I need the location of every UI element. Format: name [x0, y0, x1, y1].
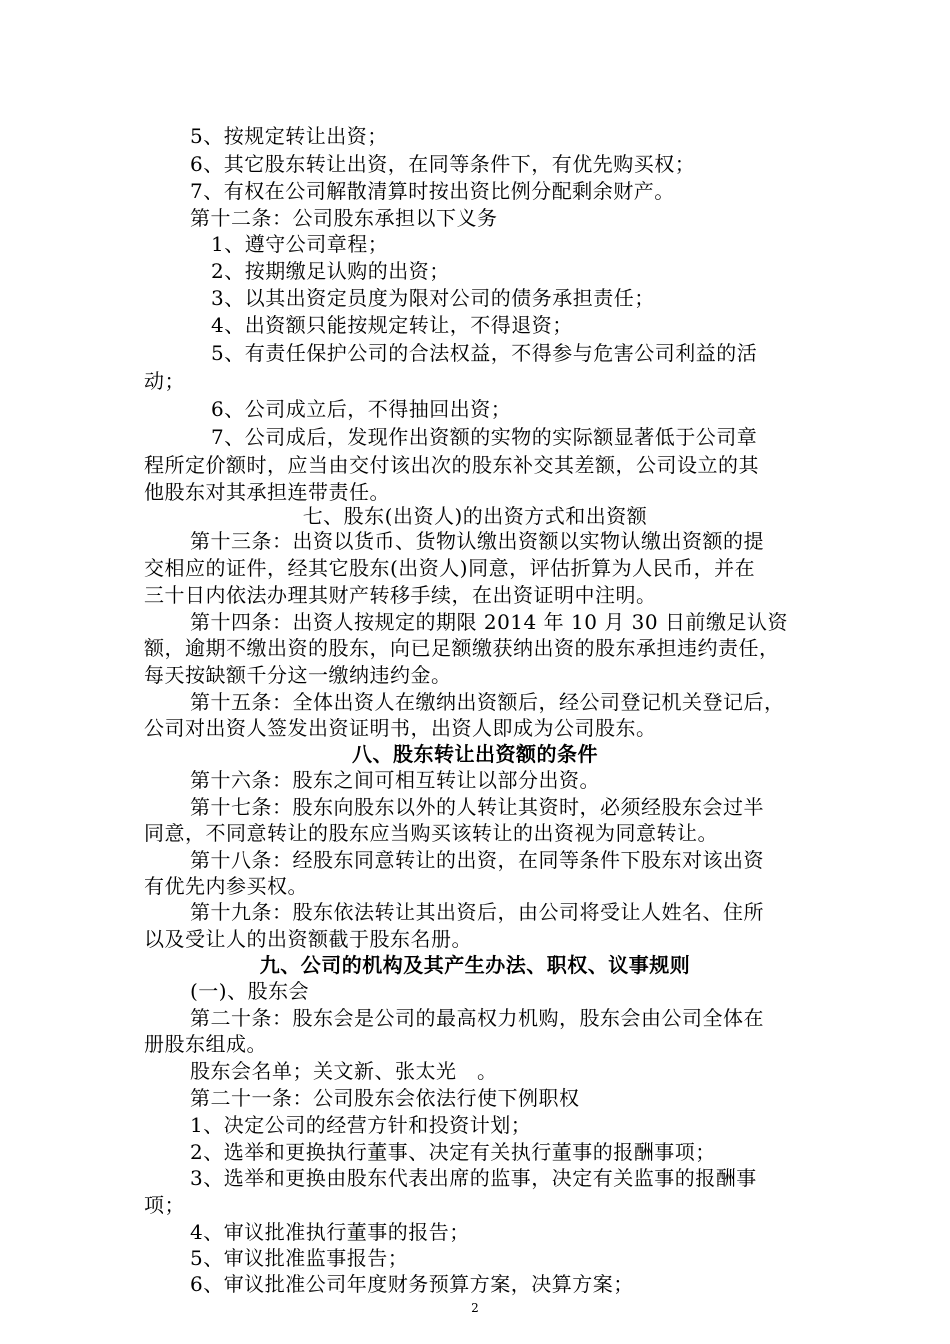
section-heading: 八、股东转让出资额的条件: [352, 742, 598, 766]
text-line: 第二十条：股东会是公司的最高权力机购，股东会由公司全体在: [190, 1006, 764, 1030]
text-line: 第十五条：全体出资人在缴纳出资额后，经公司登记机关登记后，: [190, 690, 785, 714]
text-line: 项；: [144, 1193, 185, 1217]
text-line: 1、决定公司的经营方针和投资计划；: [190, 1113, 532, 1137]
text-line: 第十六条：股东之间可相互转让以部分出资。: [190, 768, 600, 792]
text-line: 2、选举和更换执行董事、决定有关执行董事的报酬事项；: [190, 1140, 716, 1164]
text-line: 程所定价额时，应当由交付该出次的股东补交其差额，公司设立的其: [144, 453, 759, 477]
text-line: 6、其它股东转让出资，在同等条件下，有优先购买权；: [190, 152, 696, 176]
text-line: 6、公司成立后，不得抽回出资；: [211, 397, 512, 421]
text-line: 5、审议批准监事报告；: [190, 1246, 409, 1270]
text-line: 以及受让人的出资额截于股东名册。: [144, 927, 472, 951]
text-line: 第十八条：经股东同意转让的出资，在同等条件下股东对该出资: [190, 848, 764, 872]
text-line: 4、出资额只能按规定转让，不得退资；: [211, 313, 573, 337]
text-line: 第十七条：股东向股东以外的人转让其资时，必须经股东会过半: [190, 795, 764, 819]
text-line: 他股东对其承担连带责任。: [144, 480, 390, 504]
text-line: 公司对出资人签发出资证明书，出资人即成为公司股东。: [144, 716, 657, 740]
text-line: 第十九条：股东依法转让其出资后，由公司将受让人姓名、住所: [190, 900, 764, 924]
text-line: 额，逾期不缴出资的股东，向已足额缴获纳出资的股东承担违约责任，: [144, 636, 780, 660]
text-line: 第二十一条：公司股东会依法行使下例职权: [190, 1086, 580, 1110]
text-line: 有优先内参买权。: [144, 874, 308, 898]
text-line: 第十二条：公司股东承担以下义务: [190, 206, 498, 230]
text-line: 三十日内依法办理其财产转移手续，在出资证明中注明。: [144, 583, 657, 607]
text-line: 同意，不同意转让的股东应当购买该转让的出资视为同意转让。: [144, 821, 718, 845]
text-line: 册股东组成。: [144, 1032, 267, 1056]
text-line: (一)、股东会: [190, 979, 310, 1003]
section-heading: 七、股东(出资人)的出资方式和出资额: [302, 504, 648, 528]
text-line: 7、公司成后，发现作出资额的实物的实际额显著低于公司章: [211, 425, 758, 449]
text-line: 2、按期缴足认购的出资；: [211, 259, 450, 283]
page-number: 2: [471, 1301, 479, 1315]
text-line: 交相应的证件，经其它股东(出资人)同意，评估折算为人民币，并在: [144, 556, 756, 580]
section-heading: 九、公司的机构及其产生办法、职权、议事规则: [259, 953, 691, 977]
text-line: 每天按缺额千分这一缴纳违约金。: [144, 663, 452, 687]
text-line: 4、审议批准执行董事的报告；: [190, 1220, 470, 1244]
text-line: 6、审议批准公司年度财务预算方案，决算方案；: [190, 1272, 634, 1296]
text-line: 5、按规定转让出资；: [190, 124, 388, 148]
text-line: 3、选举和更换由股东代表出席的监事，决定有关监事的报酬事: [190, 1166, 757, 1190]
text-line: 7、有权在公司解散清算时按出资比例分配剩余财产。: [190, 179, 675, 203]
text-line: 动；: [144, 369, 185, 393]
text-line: 1、遵守公司章程；: [211, 232, 389, 256]
text-line: 5、有责任保护公司的合法权益，不得参与危害公司利益的活: [211, 341, 758, 365]
text-line: 股东会名单；关文新、张太光 。: [190, 1059, 498, 1083]
text-line: 第十四条：出资人按规定的期限 2014 年 10 月 30 日前缴足认资: [190, 610, 788, 634]
text-line: 第十三条：出资以货币、货物认缴出资额以实物认缴出资额的提: [190, 529, 764, 553]
text-line: 3、以其出资定员度为限对公司的债务承担责任；: [211, 286, 655, 310]
